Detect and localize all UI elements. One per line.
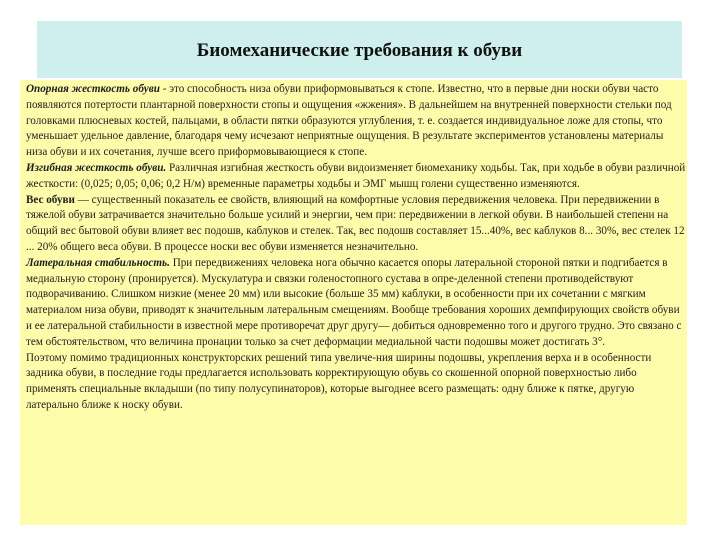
term-shoe-weight: Вес обуви xyxy=(26,193,75,206)
paragraph-shoe-weight xyxy=(26,193,687,256)
text-lateral-stability: При передвижениях человека нога обычно касается опоры латеральной стороной пятки и подгибается в медиальную сторону (пронируется). Мускулатура и связки голеностопного сустава в опре-деленной степени противодействуют подворачиванию. Слишком низкие (менее 20 мм) или высокие (больше 35 мм) каблуки, в особенности при их сочетании с мягким материалом низа обуви, приводят к значительным латеральным смещениям. Вообще требования хороших демпфирующих свойств обуви и ее латеральной стабильности в известной мере противоречат друг другу— добиться одновременно того и другого трудно. Это связано с тем обстоятельством, что величина пронации только за счет деформации медиальной части подошвы может достигать 3°. xyxy=(26,256,682,348)
term-bending-stiffness: Изгибная жесткость обуви. xyxy=(26,161,167,174)
slide-title: Биомеханические требования к обуви xyxy=(196,40,523,61)
paragraph-corrective-shoes xyxy=(26,351,687,414)
text-shoe-weight: — существенный показатель ее свойств, влияющий на комфортные условия передвижения человека. При передвижении в тяжелой обуви затрачивается значительно больше усилий и энергии, чем при: передвижении в легкой обуви. В наибольшей степени на общий вес бытовой обуви влияет вес подошв, каблуков и стелек. Так, вес подошв составляет 15...40%, вес каблуков 8... 30%, вес стелек 12 ... 20% общего веса обуви. В процессе носки вес обуви изменяется незначительно. xyxy=(26,193,685,253)
paragraph-lateral-stability xyxy=(26,256,687,351)
content-panel xyxy=(20,80,687,525)
text-bending-stiffness: Различная изгибная жесткость обуви видоизменяет биомеханику ходьбы. Так, при ходьбе в обуви различной жесткости: (0,025; 0,05; 0,06; 0,2 Н/м) временные параметры ходьбы и ЭМГ мышц голени существенно изменяются. xyxy=(26,161,686,190)
term-support-stiffness: Опорная жесткость обуви xyxy=(26,83,160,95)
text-support-stiffness: - это способность низа обуви приформовываться к стопе. Известно, что в первые дни носки обуви часто появляются потертости плантарной поверхности стопы и ощущения «жжения». В дальнейшем на внутренней поверхности стельки под головками плюсневых костей, пальцами, в области пятки образуются углубления, т. е. создается индивидуальное ложе для стопы, что уменьшает удельное давление, благодаря чему исчезают неприятные ощущения. В результате экспериментов установлены материалы низа обуви и их сочетания, лучше всего приформовывающиеся к стопе. xyxy=(26,83,672,159)
content-text xyxy=(26,82,687,414)
text-corrective-shoes: Поэтому помимо традиционных конструкторских решений типа увеличе-ния ширины подошвы, укрепления верха и в особенности задника обуви, в последние годы предлагается использовать корректирующую обувь со скошенной опорной поверхностью либо применять специальные вкладыши (по типу полусупинаторов), которые выгоднее всего размещать: одну ближе к пятке, другую латерально ближе к носку обуви. xyxy=(26,351,652,411)
title-banner xyxy=(37,21,682,78)
paragraph-support-stiffness xyxy=(26,82,687,161)
term-lateral-stability: Латеральная стабильность. xyxy=(26,256,170,269)
paragraph-bending-stiffness xyxy=(26,161,687,193)
